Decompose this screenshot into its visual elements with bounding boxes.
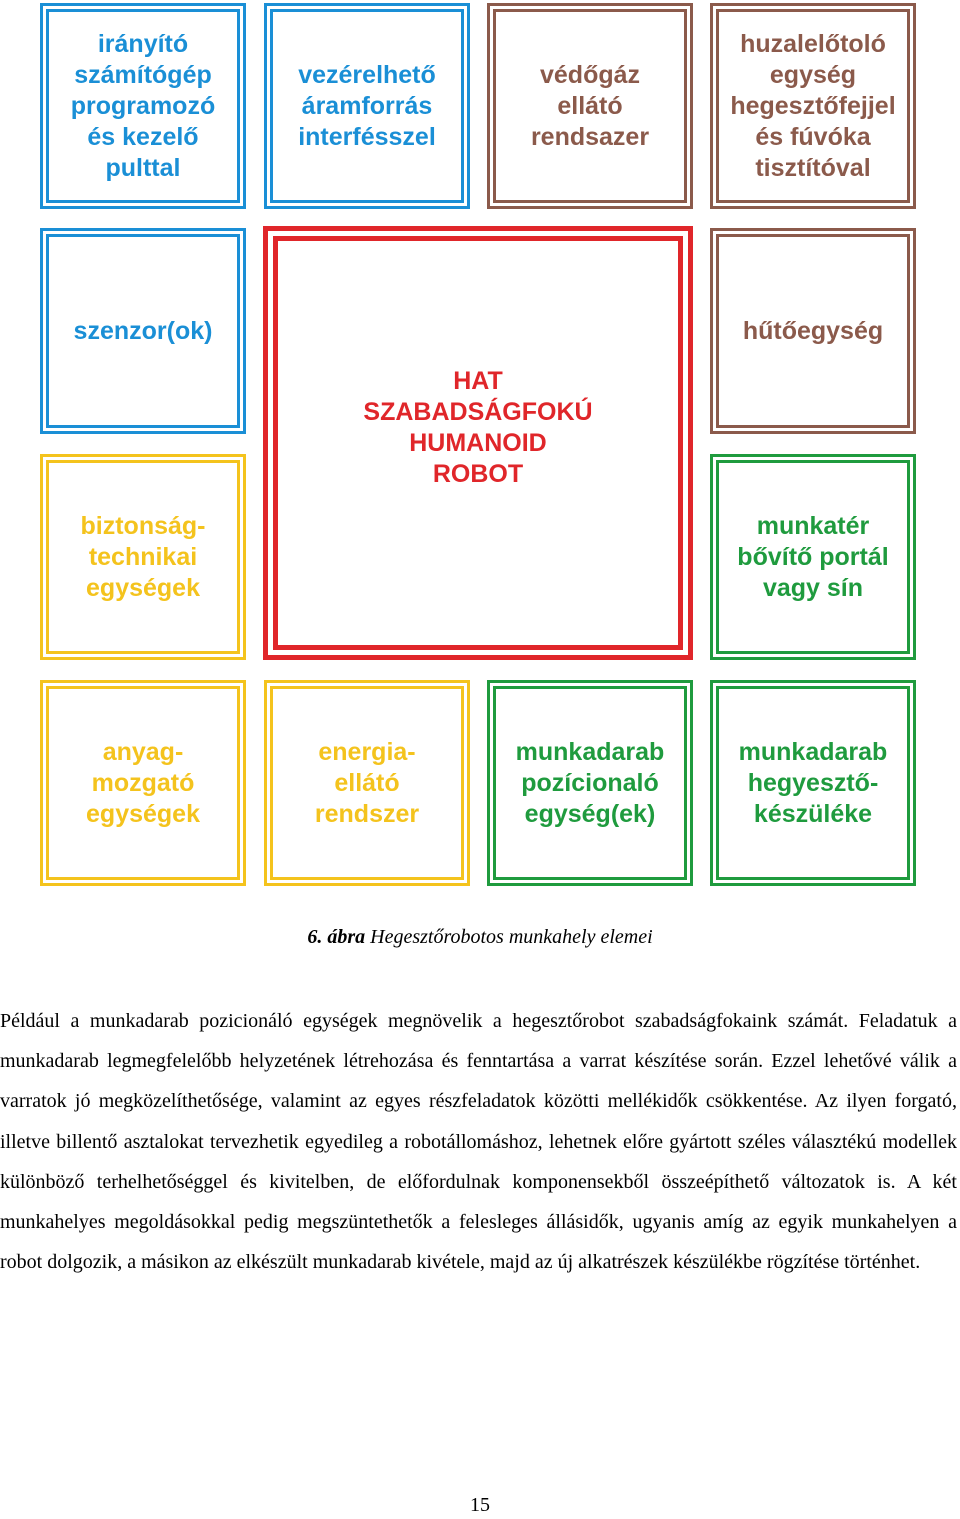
figure-title: Hegesztőrobotos munkahely elemei <box>370 926 653 948</box>
box-workpiece-positioner <box>487 680 693 886</box>
box-label: energia- ellátó rendszer <box>314 737 420 828</box>
box-power-source <box>264 3 470 209</box>
box-robot <box>263 226 693 660</box>
box-material-handling <box>40 680 246 886</box>
box-label: szenzor(ok) <box>73 316 213 345</box>
box-cooling-unit <box>710 228 916 434</box>
box-shielding-gas <box>487 3 693 209</box>
figure-number: 6. ábra <box>307 926 366 948</box>
box-label: HAT SZABADSÁGFOKÚ HUMANOID ROBOT <box>363 367 593 488</box>
page-number: 15 <box>470 1494 490 1516</box>
box-welding-fixture <box>710 680 916 886</box>
box-label: vezérelhető áramforrás interfésszel <box>298 60 436 151</box>
box-label: munkadarab hegyesztő- készüléke <box>738 737 888 828</box>
box-portal-rail <box>710 454 916 660</box>
box-label: munkadarab pozícionaló egység(ek) <box>515 737 665 828</box>
box-label: irányító számítógép programozó és kezelő pulttal <box>70 29 216 182</box>
box-control-computer <box>40 3 246 209</box>
box-label: anyag- mozgató egységek <box>86 737 200 828</box>
figure-caption <box>0 926 960 949</box>
box-label: biztonság- technikai egységek <box>80 511 206 602</box>
box-safety-units <box>40 454 246 660</box>
box-energy-supply <box>264 680 470 886</box>
body-paragraph: Például a munkadarab pozicionáló egységek megnövelik a hegesztőrobot szabadságfokaink számát. Feladatuk a munkadarab legmegfelelőbb helyzetének létrehozása és fenntartása a varrat készítése során. Ezzel lehetővé válik a varratok jó megközelíthetősége, valamint az egyes részfeladatok közötti mellékidők csökkentése. Az ilyen forgató, illetve billentő asztalokat tervezhetik egyedileg a robotállomáshoz, lehetnek előre gyártott széles választékú modellek különböző terhelhetőséggel és kivitelben, de előfordulnak komponensekből összeépíthető változatok is. A két munkahelyes megoldásokkal pedig megszüntethetők a felesleges állásidők, ugyanis amíg az egyik munkahelyen a robot dolgozik, a másikon az elkészült munkadarab kivétele, majd az új alkatrészek készülékbe rögzítése történhet. <box>0 1010 957 1274</box>
box-wire-feeder <box>710 3 916 209</box>
box-sensors <box>40 228 246 434</box>
box-label: hűtőegység <box>742 316 884 345</box>
box-label: munkatér bővítő portál vagy sín <box>737 511 889 602</box>
box-label: huzalelőtoló egység hegesztőfejjel és fúvóka tisztítóval <box>730 29 896 182</box>
box-label: védőgáz ellátó rendsazer <box>530 60 650 151</box>
